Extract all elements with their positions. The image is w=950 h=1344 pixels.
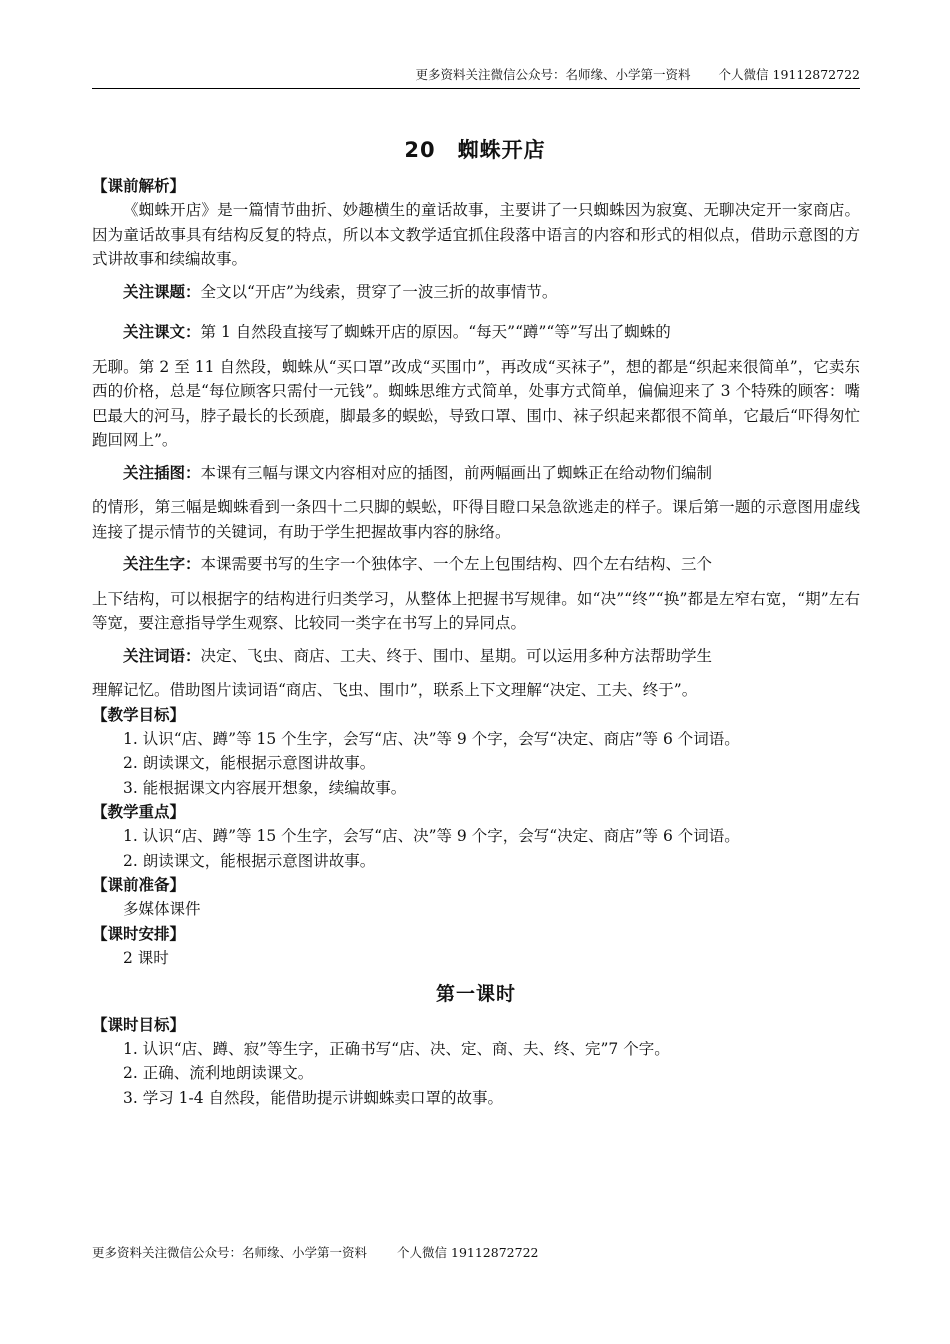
focus-label: 关注课文： (123, 323, 201, 341)
focus-text: 全文以“开店”为线索，贯穿了一波三折的故事情节。 (200, 282, 558, 301)
focus-title (92, 280, 860, 305)
focus-text: 决定、飞虫、商店、工夫、终于、围巾、星期。可以运用多种方法帮助学生 (200, 646, 713, 665)
focus-label: 关注插图： (123, 463, 201, 482)
prep-text: 多媒体课件 (123, 900, 201, 918)
footer-source-text: 更多资料关注微信公众号：名师缘、小学第一资料 (92, 1245, 368, 1260)
page-footer (92, 1244, 538, 1262)
focus-text-continued: 理解记忆。借助图片读词语“商店、飞虫、围巾”，联系上下文理解“决定、工夫、终于”。 (92, 681, 698, 699)
section-heading-schedule: 【课时安排】 (92, 924, 186, 943)
lesson-title-text: 蜘蛛开店 (457, 138, 546, 162)
lesson-goal-item: 1. 认识“店、蹲、寂”等生字，正确书写“店、决、定、商、夫、终、完”7 个字。 (123, 1039, 670, 1058)
analysis-intro: 《蜘蛛开店》是一篇情节曲折、妙趣横生的童话故事，主要讲了一只蜘蛛因为寂寞、无聊决定开一家商店。因为童话故事具有结构反复的特点，所以本文教学适宜抓住段落中语言的内容和形式的相似点，借助示意图的方式讲故事和续编故事。 (92, 201, 860, 268)
document-body (92, 174, 860, 1110)
lesson-number: 20 (404, 138, 436, 162)
lesson-goal-item: 3. 学习 1-4 自然段，能借助提示讲蜘蛛卖口罩的故事。 (123, 1088, 504, 1107)
focus-label: 关注生字： (123, 555, 201, 573)
key-point-item: 2. 朗读课文，能根据示意图讲故事。 (123, 851, 376, 870)
section-heading-lesson-goals: 【课时目标】 (92, 1015, 186, 1034)
key-point-item: 1. 认识“店、蹲”等 15 个生字，会写“店、决”等 9 个字，会写“决定、商店”等 6 个词语。 (123, 827, 740, 845)
focus-text-continued: 上下结构，可以根据字的结构进行归类学习，从整体上把握书写规律。如“决”“终”“换”都是左窄右宽，“期”左右等宽，要注意指导学生观察、比较同一类字在书写上的异同点。 (92, 589, 860, 632)
focus-text: 本课有三幅与课文内容相对应的插图，前两幅画出了蜘蛛正在给动物们编制 (200, 463, 713, 482)
header-contact-text: 个人微信 19112872722 (718, 67, 860, 82)
focus-words (92, 644, 860, 669)
focus-text: 本课需要书写的生字一个独体字、一个左上包围结构、四个左右结构、三个 (200, 555, 713, 573)
focus-text-section (92, 320, 860, 345)
header-source-text: 更多资料关注微信公众号：名师缘、小学第一资料 (415, 67, 691, 82)
focus-label: 关注词语： (123, 646, 201, 665)
section-heading-goals: 【教学目标】 (92, 705, 186, 724)
schedule-text: 2 课时 (123, 948, 169, 967)
footer-contact-text: 个人微信 19112872722 (397, 1245, 539, 1260)
section-heading-analysis: 【课前解析】 (92, 177, 186, 195)
focus-text-continued: 的情形，第三幅是蜘蛛看到一条四十二只脚的蜈蚣，吓得目瞪口呆急欲逃走的样子。课后第一题的示意图用虚线连接了提示情节的关键词，有助于学生把握故事内容的脉络。 (92, 498, 860, 541)
goal-item: 2. 朗读课文，能根据示意图讲故事。 (123, 754, 376, 772)
lesson1-title: 第一课时 (435, 983, 516, 1005)
focus-illustration (92, 461, 860, 486)
focus-characters (92, 552, 860, 577)
lesson-title (0, 134, 950, 164)
focus-text-continued: 无聊。第 2 至 11 自然段，蜘蛛从“买口罩”改成“买围巾”，再改成“买袜子”，想的都是“织起来很简单”，它卖东西的价格，总是“每位顾客只需付一元钱”。蜘蛛思维方式简单，处事方式简单，偏偏迎来了 3 个特殊的顾客：嘴巴最大的河马，脖子最长的长颈鹿，脚最多的蜈蚣，导致口罩、围巾、袜子织起来都很不简单，它最后“吓得匆忙跑回网上”。 (92, 357, 860, 449)
lesson-goal-item: 2. 正确、流利地朗读课文。 (123, 1064, 314, 1082)
focus-label: 关注课题： (123, 282, 201, 301)
section-heading-prep: 【课前准备】 (92, 876, 186, 894)
page-header (92, 66, 860, 89)
goal-item: 3. 能根据课文内容展开想象，续编故事。 (123, 778, 407, 797)
goal-item: 1. 认识“店、蹲”等 15 个生字，会写“店、决”等 9 个字，会写“决定、商店”等 6 个词语。 (123, 729, 740, 748)
focus-text: 第 1 自然段直接写了蜘蛛开店的原因。“每天”“蹲”“等”写出了蜘蛛的 (200, 323, 671, 341)
section-heading-key-points: 【教学重点】 (92, 803, 186, 821)
